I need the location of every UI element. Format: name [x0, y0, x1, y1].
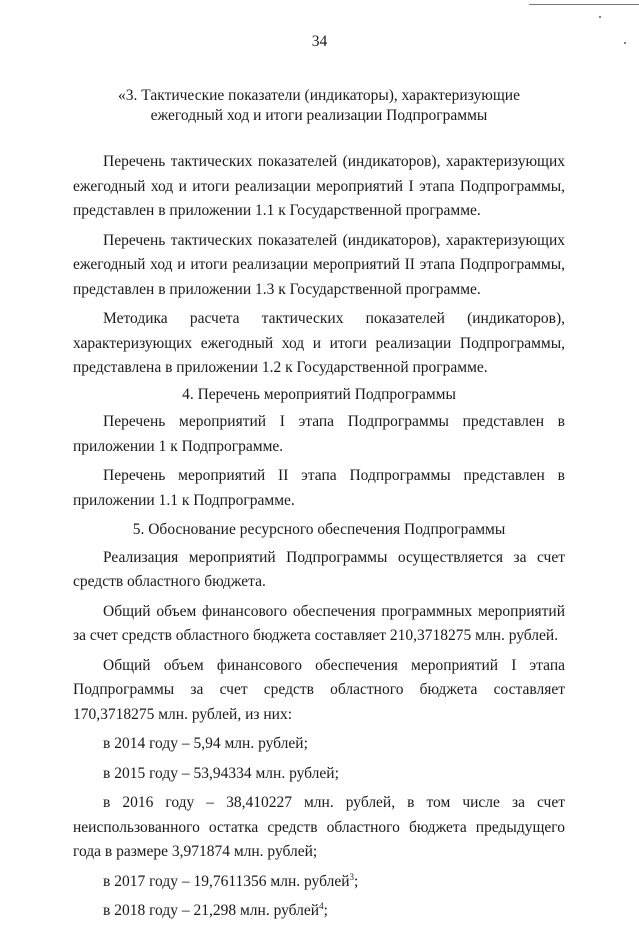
- paragraph: Перечень тактических показателей (индикаторов), характеризующих ежегодный ход и итоги реализации мероприятий I этапа Подпрограммы, представлен в приложении 1.1 к Государственной программе.: [73, 153, 565, 219]
- funding-2017-text: в 2017 году – 19,7611356 млн. рублей: [103, 872, 350, 890]
- scan-edge-line: [529, 4, 639, 5]
- title-line-2: ежегодный ход и итоги реализации Подпрограммы: [150, 107, 488, 124]
- funding-2017-tail: ;: [354, 872, 359, 890]
- paragraph: Реализация мероприятий Подпрограммы осуществляется за счет средств областного бюджета.: [73, 548, 565, 590]
- footnote-ref-4: 4: [319, 900, 324, 911]
- paragraph: Перечень мероприятий I этапа Подпрограммы представлен в приложении 1 к Подпрограмме.: [73, 413, 565, 455]
- paragraph: Общий объем финансового обеспечения мероприятий I этапа Подпрограммы за счет средств областного бюджета составляет 170,3718275 млн. рублей, из них:: [73, 656, 565, 723]
- section-5-heading: 5. Обоснование ресурсного обеспечения Подпрограммы: [132, 521, 506, 538]
- section-4-heading: 4. Перечень мероприятий Подпрограммы: [182, 385, 456, 403]
- page-number: 34: [311, 33, 328, 50]
- paragraph: Общий объем финансового обеспечения программных мероприятий за счет средств областного бюджета составляет 210,3718275 млн. рублей.: [73, 602, 565, 644]
- title-line-1: «3. Тактические показатели (индикаторы), характеризующие: [118, 87, 520, 104]
- paragraph: Методика расчета тактических показателей (индикаторов), характеризующих ежегодный ход и итоги реализации Подпрограммы, представлена в приложении 1.2 к Государственной программе.: [73, 310, 565, 376]
- funding-year-2017: [73, 870, 565, 895]
- funding-year-2014: в 2014 году – 5,94 млн. рублей;: [103, 735, 308, 752]
- funding-2018-text: в 2018 году – 21,298 млн. рублей: [103, 902, 320, 919]
- scan-speck: [599, 16, 601, 18]
- funding-year-2015: в 2015 году – 53,94334 млн. рублей;: [103, 764, 339, 782]
- footnote-ref-3: 3: [349, 871, 354, 882]
- document-body: [73, 86, 565, 929]
- funding-year-2018: [73, 899, 565, 924]
- paragraph: Перечень мероприятий II этапа Подпрограммы представлен в приложении 1.1 к Подпрограмме.: [73, 467, 565, 509]
- funding-2018-tail: ;: [323, 902, 328, 919]
- funding-year-2016: в 2016 году – 38,410227 млн. рублей, в том числе за счет неиспользованного остатка средств областного бюджета предыдущего года в размере 3,971874 млн. рублей;: [73, 794, 565, 860]
- paragraph: Перечень тактических показателей (индикаторов), характеризующих ежегодный ход и итоги реализации мероприятий II этапа Подпрограммы, представлен в приложении 1.3 к Государственной программе.: [73, 231, 565, 298]
- section-3-title: [73, 86, 565, 126]
